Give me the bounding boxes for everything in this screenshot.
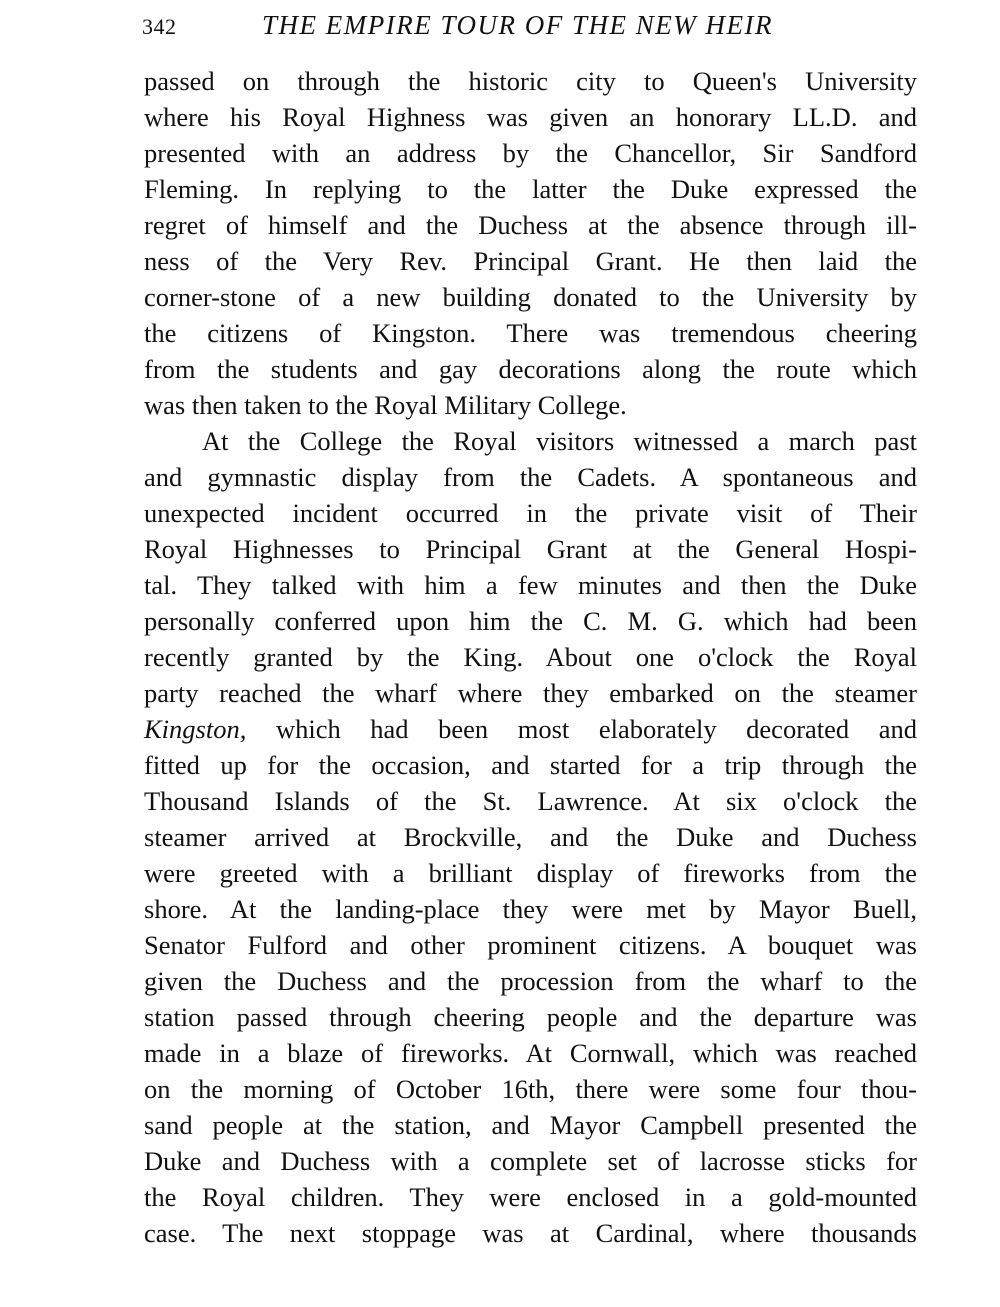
text-line-rest: which had been most elaborately decorated and	[275, 714, 918, 744]
text-line: presented with an address by the Chancellor, Sir Sandford	[144, 138, 917, 168]
text-line: At the College the Royal visitors witnessed a march past	[202, 426, 917, 456]
text-line: from the students and gay decorations along the route which	[144, 354, 917, 384]
body-text	[144, 63, 917, 1251]
text-line-with-italic	[144, 711, 917, 747]
text-line: ness of the Very Rev. Principal Grant. He then laid the	[144, 246, 917, 276]
text-line: party reached the wharf where they embarked on the steamer	[144, 678, 917, 708]
text-line: Senator Fulford and other prominent citizens. A bouquet was	[144, 930, 917, 960]
page-header	[142, 10, 917, 50]
text-line: was then taken to the Royal Military College.	[144, 390, 627, 420]
text-line: Royal Highnesses to Principal Grant at the General Hospi-	[144, 534, 917, 564]
text-line: sand people at the station, and Mayor Campbell presented the	[144, 1110, 917, 1140]
text-line: Duke and Duchess with a complete set of lacrosse sticks for	[144, 1146, 917, 1176]
text-line: given the Duchess and the procession from the wharf to the	[144, 966, 917, 996]
text-line: regret of himself and the Duchess at the absence through ill-	[144, 210, 917, 240]
page-number: 342	[142, 14, 177, 39]
text-line: where his Royal Highness was given an honorary LL.D. and	[144, 102, 917, 132]
text-line: on the morning of October 16th, there were some four thou-	[144, 1074, 917, 1104]
text-line: made in a blaze of fireworks. At Cornwall, which was reached	[144, 1038, 917, 1068]
text-line: corner-stone of a new building donated to the University by	[144, 282, 917, 312]
text-line: unexpected incident occurred in the private visit of Their	[144, 498, 917, 528]
text-line: the citizens of Kingston. There was tremendous cheering	[144, 318, 917, 348]
text-line: shore. At the landing-place they were met by Mayor Buell,	[144, 894, 917, 924]
text-line: personally conferred upon him the C. M. G. which had been	[144, 606, 917, 636]
text-line: the Royal children. They were enclosed in a gold-mounted	[144, 1182, 917, 1212]
text-line: fitted up for the occasion, and started for a trip through the	[144, 750, 917, 780]
text-line: and gymnastic display from the Cadets. A spontaneous and	[144, 462, 917, 492]
text-line: passed on through the historic city to Queen's University	[144, 66, 917, 96]
text-line: station passed through cheering people and the departure was	[144, 1002, 917, 1032]
italic-ship-name: Kingston,	[144, 714, 247, 744]
running-title: THE EMPIRE TOUR OF THE NEW HEIR	[262, 10, 773, 40]
text-line: recently granted by the King. About one o'clock the Royal	[144, 642, 917, 672]
text-line: steamer arrived at Brockville, and the Duke and Duchess	[144, 822, 917, 852]
text-line: case. The next stoppage was at Cardinal, where thousands	[144, 1218, 917, 1248]
text-line: tal. They talked with him a few minutes and then the Duke	[144, 570, 917, 600]
text-line: Fleming. In replying to the latter the Duke expressed the	[144, 174, 917, 204]
text-line: were greeted with a brilliant display of fireworks from the	[144, 858, 917, 888]
text-line: Thousand Islands of the St. Lawrence. At six o'clock the	[144, 786, 917, 816]
